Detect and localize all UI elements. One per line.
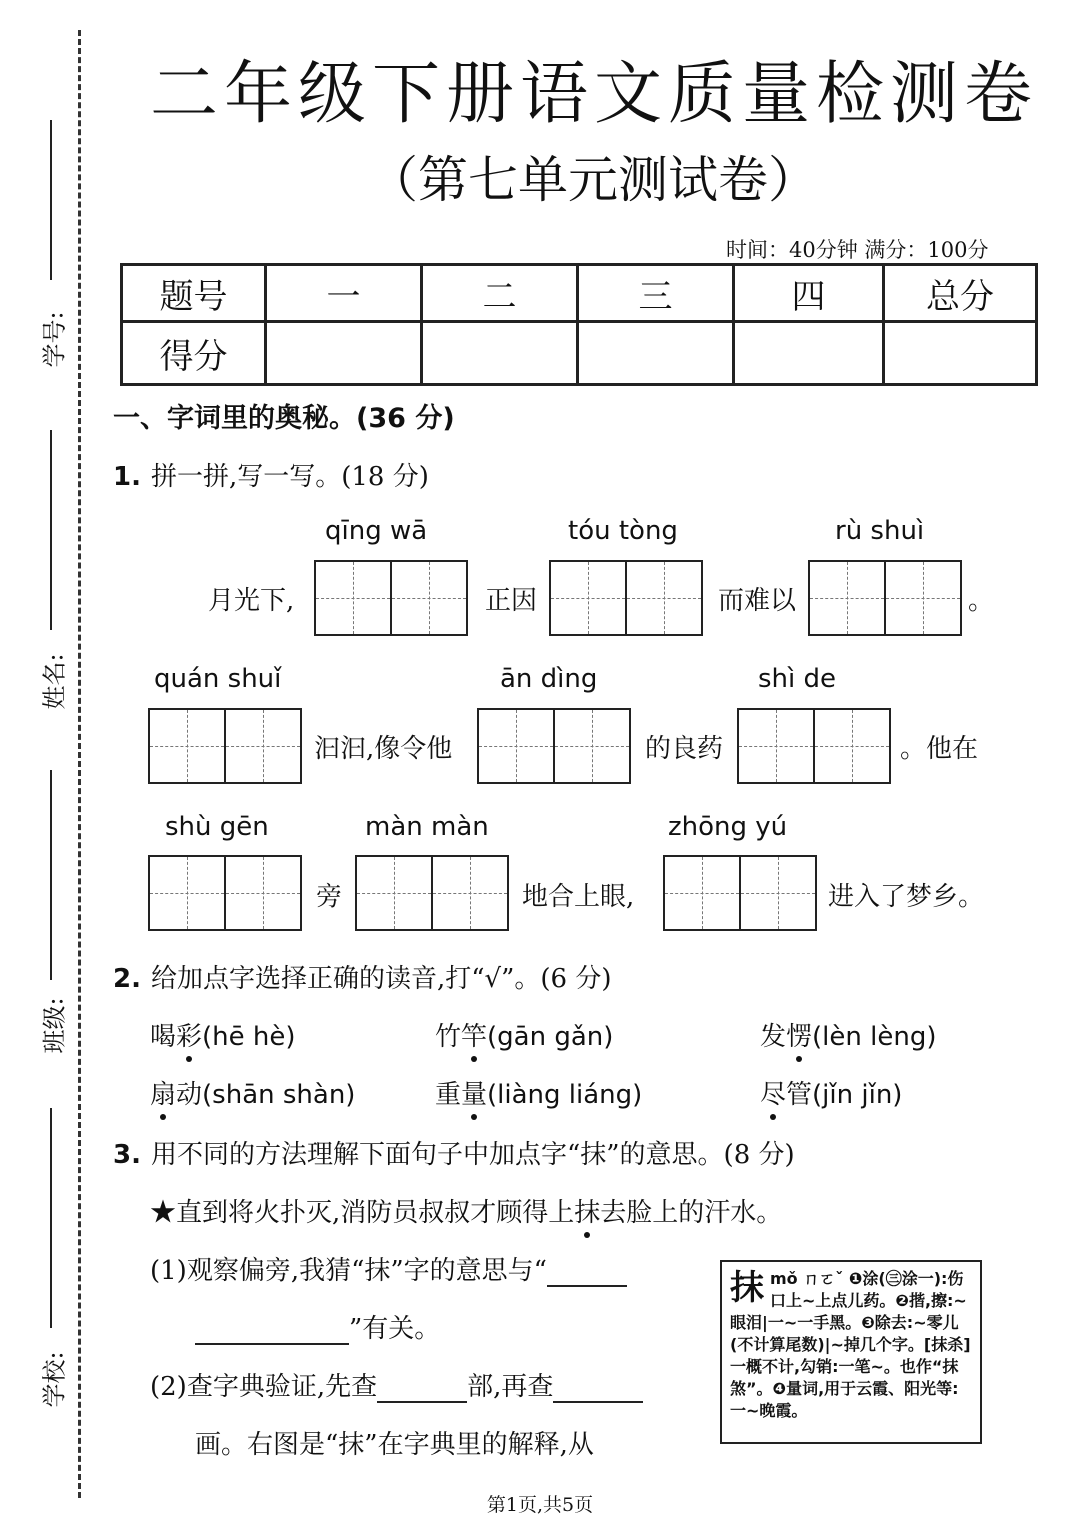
sentence-part: ★直到将火扑灭,消防员叔叔才顾得上: [150, 1198, 575, 1228]
sentence-text: 地合上眼,: [522, 882, 635, 912]
option-char: 管: [786, 1080, 813, 1110]
writing-grid[interactable]: [737, 708, 891, 784]
sub-question-text: ”有关。: [349, 1314, 441, 1344]
option-char: 动: [176, 1080, 203, 1110]
pinyin-label: tóu tòng: [568, 516, 678, 546]
sentence-text: 旁: [316, 882, 343, 912]
option-pinyin: (gān gǎn): [487, 1022, 614, 1052]
question-2-title: [113, 958, 611, 995]
name-label: 姓名:: [40, 653, 69, 710]
sentence-text: 的良药: [645, 734, 724, 764]
sub-question-2-cont: 画。右图是“抹”在字典里的解释,从: [195, 1430, 594, 1460]
page-footer: 第1页,共5页: [486, 1494, 594, 1516]
writing-grid[interactable]: [549, 560, 703, 636]
option-char: 竹: [435, 1022, 462, 1052]
reading-option[interactable]: [435, 1074, 642, 1111]
pinyin-label: qīng wā: [325, 516, 428, 546]
score-row-label: 得分: [122, 322, 266, 385]
sentence-text: 而难以: [718, 586, 797, 616]
page-subtitle: （第七单元测试卷）: [368, 151, 818, 209]
pinyin-label: shì de: [758, 664, 837, 694]
pinyin-label: màn màn: [365, 812, 489, 842]
question-number: 3.: [113, 1140, 141, 1170]
score-input-cell[interactable]: [422, 322, 578, 385]
sentence-text: 进入了梦乡。: [828, 882, 985, 912]
score-header-cell: 二: [422, 265, 578, 322]
score-header-cell: 三: [578, 265, 734, 322]
example-sentence: [150, 1192, 782, 1229]
score-input-cell[interactable]: [734, 322, 884, 385]
dotted-char: 尽: [760, 1080, 787, 1110]
dotted-char: 彩: [176, 1022, 203, 1052]
option-char: 发: [760, 1022, 787, 1052]
score-input-cell[interactable]: [266, 322, 422, 385]
option-pinyin: (jǐn jǐn): [812, 1080, 903, 1110]
dotted-char: 扇: [150, 1080, 177, 1110]
answer-blank[interactable]: [547, 1259, 627, 1287]
sentence-text: 月光下,: [208, 586, 295, 616]
score-table: [120, 263, 1038, 386]
sentence-text: 汩汩,像令他: [314, 734, 453, 764]
sub-question-text: 部,再查: [467, 1372, 554, 1402]
writing-grid[interactable]: [314, 560, 468, 636]
score-header-cell: 题号: [122, 265, 266, 322]
option-pinyin: (liàng liáng): [487, 1080, 643, 1110]
sentence-part: 去脸上的汗水。: [600, 1198, 783, 1228]
page-title: 二年级下册语文质量检测卷: [150, 55, 1039, 134]
reading-option[interactable]: [435, 1016, 613, 1053]
option-char: 重: [435, 1080, 462, 1110]
writing-grid[interactable]: [477, 708, 631, 784]
option-pinyin: (lèn lèng): [812, 1022, 937, 1052]
answer-blank[interactable]: [195, 1317, 349, 1345]
dotted-char: 竿: [461, 1022, 488, 1052]
question-text: 给加点字选择正确的读音,打“√”。(6 分): [150, 964, 612, 994]
writing-grid[interactable]: [148, 708, 302, 784]
question-text: 拼一拼,写一写。(18 分): [150, 462, 429, 492]
school-line: [50, 1108, 52, 1328]
sentence-text: 。: [968, 586, 995, 616]
sub-question-2: [150, 1366, 643, 1403]
dictionary-definition: ❶涂(㊂涂一):伤口上~上点儿药。❷揩,擦:~眼泪|一~一手黑。❸除去:~零儿(不计算尾数)|~掉几个字。[抹杀]一概不计,勾销:一笔~。也作“抹煞”。❹量词,用于云霞、阳光等:一~晚霞。: [730, 1269, 971, 1420]
sentence-text: 。他在: [900, 734, 979, 764]
class-label: 班级:: [40, 997, 69, 1054]
score-input-cell[interactable]: [884, 322, 1037, 385]
option-pinyin: (hē hè): [202, 1022, 296, 1052]
score-header-cell: 总分: [884, 265, 1037, 322]
sub-question-text: (1)观察偏旁,我猜“抹”字的意思与“: [150, 1256, 547, 1286]
pinyin-label: zhōng yú: [668, 812, 788, 842]
option-pinyin: (shān shàn): [202, 1080, 356, 1110]
dotted-char: 量: [461, 1080, 488, 1110]
answer-blank[interactable]: [553, 1375, 643, 1403]
reading-option[interactable]: [760, 1074, 902, 1111]
writing-grid[interactable]: [355, 855, 509, 931]
writing-grid[interactable]: [808, 560, 962, 636]
binding-dashed-line: [78, 30, 81, 1498]
answer-blank[interactable]: [377, 1375, 467, 1403]
reading-option[interactable]: [150, 1074, 355, 1111]
dictionary-pinyin: mǒ ㄇㄛˇ: [770, 1269, 844, 1288]
writing-grid[interactable]: [663, 855, 817, 931]
pinyin-label: quán shuǐ: [154, 664, 282, 694]
reading-option[interactable]: [150, 1016, 296, 1053]
reading-option[interactable]: [760, 1016, 936, 1053]
writing-grid[interactable]: [148, 855, 302, 931]
pinyin-label: rù shuì: [835, 516, 925, 546]
question-number: 1.: [113, 462, 141, 492]
student-no-line: [50, 120, 52, 280]
sub-question-text: (2)查字典验证,先查: [150, 1372, 378, 1402]
dictionary-char: 抹: [730, 1268, 764, 1308]
dotted-char: 愣: [786, 1022, 813, 1052]
sub-question-1-cont: [195, 1308, 440, 1345]
sentence-text: 正因: [485, 586, 538, 616]
dotted-char: 抹: [574, 1198, 601, 1228]
question-3-title: [113, 1134, 795, 1171]
question-number: 2.: [113, 964, 141, 994]
pinyin-label: shù gēn: [165, 812, 269, 842]
school-label: 学校:: [40, 1351, 69, 1408]
score-header-cell: 四: [734, 265, 884, 322]
sub-question-1: [150, 1250, 627, 1287]
pinyin-label: ān dìng: [500, 664, 598, 694]
dictionary-entry-box: [720, 1260, 982, 1444]
question-1-title: [113, 456, 429, 493]
class-line: [50, 770, 52, 980]
time-info: 时间：40分钟 满分：100分: [726, 238, 989, 262]
question-text: 用不同的方法理解下面句子中加点字“抹”的意思。(8 分): [150, 1140, 795, 1170]
section-title: 一、字词里的奥秘。(36 分): [113, 403, 455, 434]
student-no-label: 学号:: [40, 311, 69, 368]
option-char: 喝: [150, 1022, 177, 1052]
name-line: [50, 430, 52, 630]
score-input-cell[interactable]: [578, 322, 734, 385]
score-header-cell: 一: [266, 265, 422, 322]
